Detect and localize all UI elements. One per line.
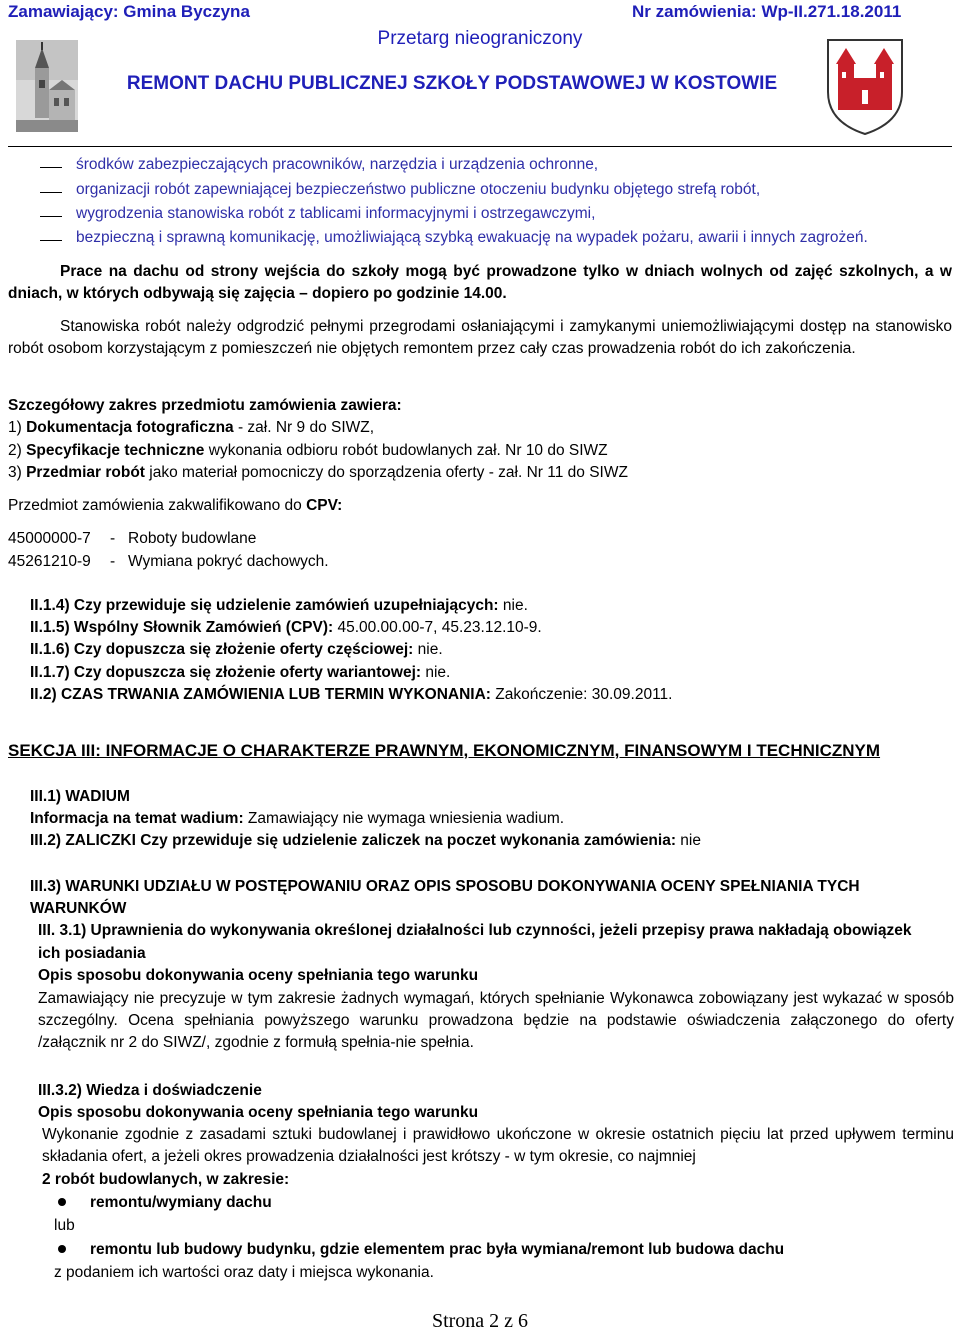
cpv-code-row bbox=[8, 551, 91, 573]
list-item-text: bezpieczną i sprawną komunikację, umożliwiającą szybką ewakuację na wypadek pożaru, awarii i innych zagrożeń. bbox=[76, 229, 868, 246]
cpv-intro bbox=[8, 495, 342, 517]
scope-heading: Szczegółowy zakres przedmiotu zamówienia zawiera: bbox=[8, 397, 402, 414]
bullet-item-2: remontu lub budowy budynku, gdzie elementem prac była wymiana/remont lub budowa dachu bbox=[90, 1241, 785, 1258]
item-number: 2) bbox=[8, 442, 27, 459]
para-roof-work: Prace na dachu od strony wejścia do szkoły mogą być prowadzone tylko w dniach wolnych od zajęć szkolnych, a w dniach, w których odbywają się zajęcia – dopiero po godzinie 14.00. bbox=[8, 263, 952, 302]
question-value: Zakończenie: 30.09.2011. bbox=[490, 686, 673, 703]
list-item bbox=[40, 181, 950, 203]
section3-heading: SEKCJA III: INFORMACJE O CHARAKTERZE PRAWNYM, EKONOMICZNYM, FINANSOWYM I TECHNICZNYM bbox=[8, 741, 881, 760]
header-divider bbox=[8, 146, 952, 147]
question-value: nie. bbox=[413, 641, 443, 658]
q-duration bbox=[30, 684, 673, 706]
warunki-title-2: WARUNKÓW bbox=[30, 900, 127, 917]
w31-title-2: ich posiadania bbox=[38, 945, 146, 962]
item-number: 3) bbox=[8, 464, 27, 481]
question-label: II.1.4) Czy przewiduje się udzielenie zamówień uzupełniających: bbox=[30, 597, 499, 614]
q-variant bbox=[30, 662, 450, 684]
question-value: nie. bbox=[498, 597, 528, 614]
para-fencing: Stanowiska robót należy odgrodzić pełnymi przegrodami osłaniającymi i zamykanymi uniemożliwiającymi dostęp na stanowisko robót osobom korzystającym z pomieszczeń nie objętych remontem przez cały czas prowadzenia robót do ich zakończenia. bbox=[8, 318, 952, 357]
scope-item-3 bbox=[8, 462, 628, 484]
wadium-title: III.1) WADIUM bbox=[30, 788, 130, 805]
tender-type: Przetarg nieograniczony bbox=[377, 28, 583, 49]
item-title: Przedmiar robót bbox=[26, 464, 145, 481]
question-label: II.1.5) Wspólny Słownik Zamówień (CPV): bbox=[30, 619, 334, 636]
question-value: 45.00.00.00-7, 45.23.12.10-9. bbox=[333, 619, 542, 636]
cpv-code: 45261210-9 bbox=[8, 553, 91, 570]
w32-title: III.3.2) Wiedza i doświadczenie bbox=[38, 1082, 262, 1099]
church-image bbox=[16, 40, 78, 132]
dash-bullet bbox=[40, 167, 62, 168]
client-label: Zamawiający: bbox=[8, 2, 119, 21]
cpv-sep: - bbox=[110, 553, 116, 570]
wadium-label: Informacja na temat wadium: bbox=[30, 810, 244, 827]
order-line bbox=[632, 2, 901, 22]
list-item-text: środków zabezpieczających pracowników, narzędzia i urządzenia ochronne, bbox=[76, 156, 599, 173]
warunki-title-1: III.3) WARUNKI UDZIAŁU W POSTĘPOWANIU ORAZ OPIS SPOSOBU DOKONYWANIA OCENY SPEŁNIANIA TYCH bbox=[30, 878, 860, 895]
question-label: II.1.6) Czy dopuszcza się złożenie oferty częściowej: bbox=[30, 641, 414, 658]
dash-bullet bbox=[40, 216, 62, 217]
q-partial bbox=[30, 639, 443, 661]
client-line bbox=[8, 2, 250, 22]
item-title: Dokumentacja fotograficzna bbox=[26, 419, 234, 436]
list-item bbox=[40, 205, 950, 227]
cpv-sep: - bbox=[110, 530, 116, 547]
coat-of-arms-icon bbox=[826, 38, 904, 136]
cpv-desc: Roboty budowlane bbox=[128, 530, 257, 547]
document-title: REMONT DACHU PUBLICZNEJ SZKOŁY PODSTAWOWEJ W KOSTOWIE bbox=[126, 73, 778, 94]
bullet-dot bbox=[58, 1245, 66, 1253]
cpv-label: CPV: bbox=[306, 497, 343, 514]
w32-text: Wykonanie zgodnie z zasadami sztuki budowlanej i prawidłowo ukończone w okresie ostatnich pięciu lat przed upływem terminu składania ofert, a jeżeli okres prowadzenia działalności jest krótszy - w tym okresie, co najmniej bbox=[42, 1126, 954, 1165]
dash-bullet bbox=[40, 192, 62, 193]
w31-text: Zamawiający nie precyzuje w tym zakresie żadnych wymagań, których spełnianie Wykonawca zobowiązany jest wykazać w sposób szczególny. Ocena spełniania powyższego warunku prowadzona będzie na podstawie oświadczenia załączonego do oferty /załącznik nr 2 do SIWZ/, zgodnie z formułą spełnia-nie spełnia. bbox=[38, 990, 954, 1051]
order-number: Wp-II.271.18.2011 bbox=[761, 2, 902, 21]
zaliczki-label: III.2) ZALICZKI Czy przewiduje się udzielenie zaliczek na poczet wykonania zamówienia: bbox=[30, 832, 676, 849]
dash-bullet bbox=[40, 240, 62, 241]
w31-opis-heading: Opis sposobu dokonywania oceny spełniania tego warunku bbox=[38, 967, 479, 984]
item-detail: wykonania odbioru robót budowlanych zał. Nr 10 do SIWZ bbox=[204, 442, 608, 459]
bullet-item-1: remontu/wymiany dachu bbox=[90, 1194, 272, 1211]
q-supplementary bbox=[30, 595, 528, 617]
list-item bbox=[40, 156, 950, 178]
item-detail: - zał. Nr 9 do SIWZ, bbox=[233, 419, 375, 436]
item-title: Specyfikacje techniczne bbox=[26, 442, 205, 459]
bullet-dot bbox=[58, 1198, 66, 1206]
wadium-info bbox=[30, 808, 564, 830]
item-detail: jako materiał pomocniczy do sporządzenia oferty - zał. Nr 11 do SIWZ bbox=[144, 464, 628, 481]
cpv-code: 45000000-7 bbox=[8, 530, 91, 547]
list-item bbox=[40, 229, 950, 251]
closing-text: z podaniem ich wartości oraz daty i miejsca wykonania. bbox=[54, 1264, 434, 1281]
scope-item-2 bbox=[8, 440, 608, 462]
w32-opis-heading: Opis sposobu dokonywania oceny spełniania tego warunku bbox=[38, 1104, 479, 1121]
scope-item-1 bbox=[8, 417, 374, 439]
q-cpv bbox=[30, 617, 542, 639]
w31-title-1: III. 3.1) Uprawnienia do wykonywania określonej działalności lub czynności, jeżeli przepisy prawa nakładają obowiązek bbox=[38, 922, 912, 939]
cpv-intro-text: Przedmiot zamówienia zakwalifikowano do bbox=[8, 497, 307, 514]
question-label: II.1.7) Czy dopuszcza się złożenie oferty wariantowej: bbox=[30, 664, 422, 681]
cpv-code-row bbox=[8, 528, 91, 550]
order-label: Nr zamówienia: bbox=[632, 2, 757, 21]
page-number: Strona 2 z 6 bbox=[431, 1310, 529, 1332]
question-label: II.2) CZAS TRWANIA ZAMÓWIENIA LUB TERMIN WYKONANIA: bbox=[30, 686, 491, 703]
w32-bold: 2 robót budowlanych, w zakresie: bbox=[42, 1171, 290, 1188]
zaliczki-info bbox=[30, 830, 701, 852]
wadium-value: Zamawiający nie wymaga wniesienia wadium. bbox=[243, 810, 565, 827]
list-item-text: wygrodzenia stanowiska robót z tablicami informacyjnymi i ostrzegawczymi, bbox=[76, 205, 596, 222]
question-value: nie. bbox=[421, 664, 451, 681]
cpv-desc: Wymiana pokryć dachowych. bbox=[128, 553, 329, 570]
item-number: 1) bbox=[8, 419, 27, 436]
or-word: lub bbox=[54, 1217, 75, 1234]
list-item-text: organizacji robót zapewniającej bezpieczeństwo publiczne otoczeniu budynku objętego strefą robót, bbox=[76, 181, 761, 198]
zaliczki-value: nie bbox=[676, 832, 701, 849]
client-name: Gmina Byczyna bbox=[123, 2, 250, 21]
